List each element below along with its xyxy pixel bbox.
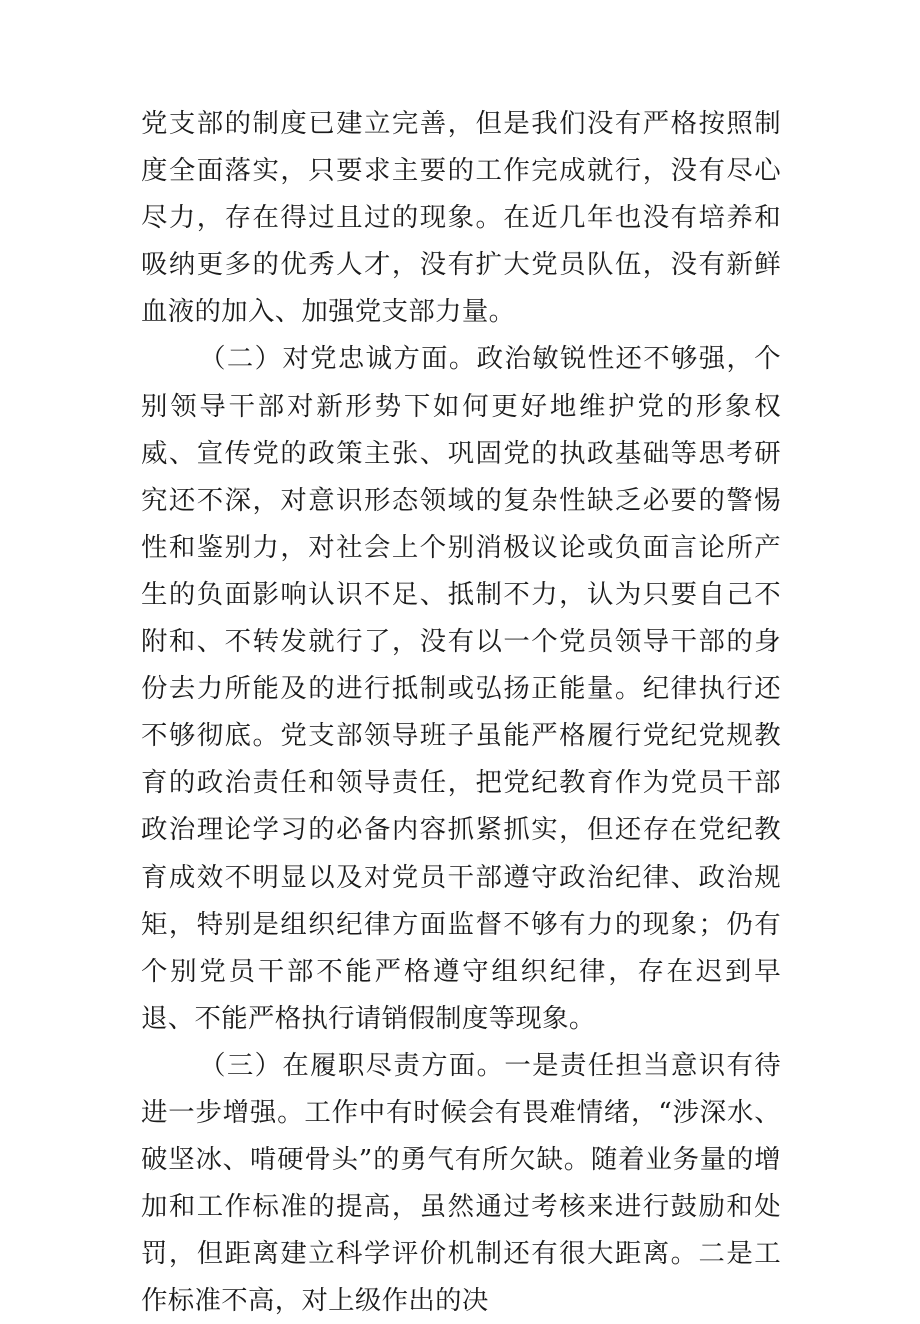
paragraph-continuation: 党支部的制度已建立完善，但是我们没有严格按照制度全面落实，只要求主要的工作完成就行，没有尽心尽力，存在得过且过的现象。在近几年也没有培养和吸纳更多的优秀人才，没有扩大党员队伍，没有新鲜血液的加入、加强党支部力量。 xyxy=(141,108,781,328)
paragraph-section-3: （三）在履职尽责方面。一是责任担当意识有待进一步增强。工作中有时候会有畏难情绪，“涉深水、破坚冰、啃硬骨头”的勇气有所欠缺。随着业务量的增加和工作标准的提高，虽然通过考核来进行鼓励和处罚，但距离建立科学评价机制还有很大距离。二是工作标准不高，对上级作出的决 xyxy=(141,1049,781,1317)
document-body xyxy=(141,100,781,1324)
paragraph-section-2: （二）对党忠诚方面。政治敏锐性还不够强，个别领导干部对新形势下如何更好地维护党的形象权威、宣传党的政策主张、巩固党的执政基础等思考研究还不深，对意识形态领域的复杂性缺乏必要的警惕性和鉴别力，对社会上个别消极议论或负面言论所产生的负面影响认识不足、抵制不力，认为只要自己不附和、不转发就行了，没有以一个党员领导干部的身份去力所能及的进行抵制或弘扬正能量。纪律执行还不够彻底。党支部领导班子虽能严格履行党纪党规教育的政治责任和领导责任，把党纪教育作为党员干部政治理论学习的必备内容抓紧抓实，但还存在党纪教育成效不明显以及对党员干部遵守政治纪律、政治规矩，特别是组织纪律方面监督不够有力的现象；仍有个别党员干部不能严格遵守组织纪律，存在迟到早退、不能严格执行请销假制度等现象。 xyxy=(141,343,781,1034)
